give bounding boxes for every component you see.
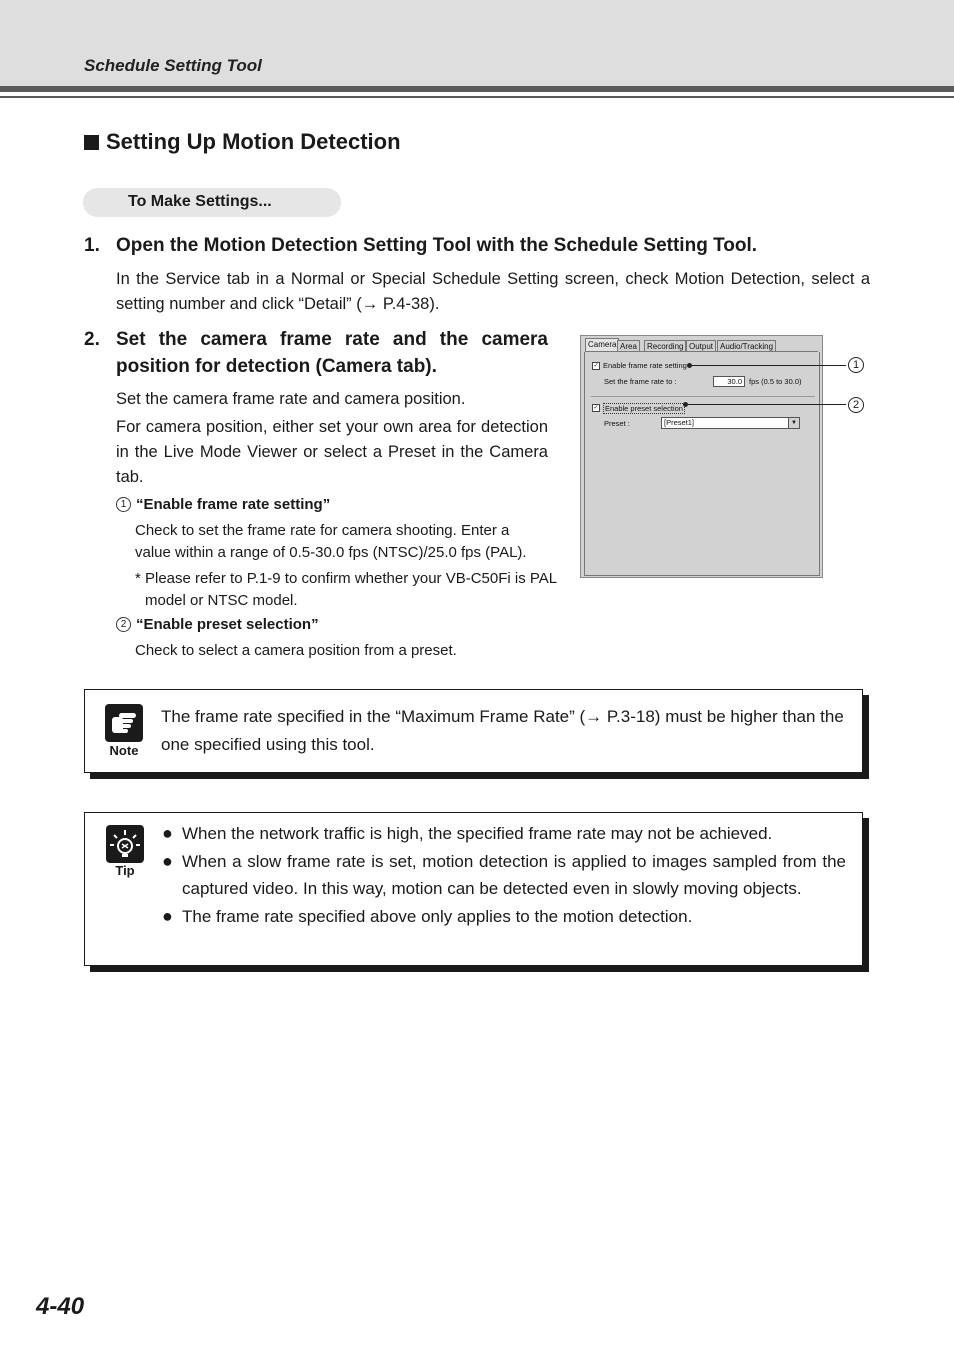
callout-2-line: [686, 404, 846, 405]
enable-frame-rate-label: Enable frame rate setting: [603, 361, 687, 370]
note-caption: Note: [109, 743, 139, 758]
procedure-pill-label: To Make Settings...: [128, 193, 272, 210]
callout-1-marker: 1: [848, 357, 864, 373]
tip-item-text: When a slow frame rate is set, motion detection is applied to images sampled from the captured video. In this way, motion can be detected even in slowly moving objects.: [182, 851, 846, 898]
item-2-title: “Enable preset selection”: [136, 616, 319, 633]
frame-rate-input[interactable]: 30.0: [713, 376, 745, 387]
hand-pointer-icon: [105, 704, 143, 742]
camera-tab-screenshot: [580, 335, 823, 578]
tip-list: [162, 820, 846, 930]
set-frame-rate-label: Set the frame rate to :: [604, 377, 677, 386]
tab-recording[interactable]: Recording: [644, 340, 686, 352]
chevron-down-icon[interactable]: ▼: [788, 418, 799, 428]
tab-area[interactable]: Area: [617, 340, 640, 352]
step-2-number: 2.: [84, 329, 100, 350]
step-2-body-1: Set the camera frame rate and camera position.: [116, 390, 466, 408]
header-rule-thin: [0, 96, 954, 98]
page-number: 4-40: [36, 1293, 85, 1320]
tip-item: [162, 820, 846, 848]
preset-dropdown[interactable]: [661, 417, 800, 429]
item-2-heading: [116, 616, 319, 633]
item-1-note: * Please refer to P.1-9 to confirm whether your VB-C50Fi is PAL model or NTSC model.: [135, 570, 557, 609]
bullet-icon: ●: [162, 823, 173, 843]
tip-item: [162, 903, 846, 931]
lightbulb-icon: [106, 825, 144, 863]
tip-item-text: The frame rate specified above only applies to the motion detection.: [182, 906, 693, 926]
tab-audio-tracking[interactable]: Audio/Tracking: [717, 340, 776, 352]
tip-item: [162, 848, 846, 903]
preset-dropdown-value: [Preset1]: [664, 418, 695, 427]
callout-2-marker: 2: [848, 397, 864, 413]
enable-preset-label: Enable preset selection: [605, 404, 683, 413]
preset-label: Preset :: [604, 419, 630, 428]
tab-output[interactable]: Output: [686, 340, 716, 352]
step-1-body: In the Service tab in a Normal or Special Schedule Setting screen, check Motion Detection, select a setting number and click “Detail” (→ P.4-38).: [116, 270, 870, 313]
step-2-body-2: For camera position, either set your own area for detection in the Live Mode Viewer or select a Preset in the Camera tab.: [116, 418, 548, 486]
item-2-description: Check to select a camera position from a preset.: [135, 642, 457, 659]
tip-bulb-icon: [106, 825, 144, 863]
item-1-title: “Enable frame rate setting”: [136, 496, 331, 513]
callout-1-line: [690, 365, 846, 366]
item-1-description: Check to set the frame rate for camera shooting. Enter a value within a range of 0.5-30.0 fps (NTSC)/25.0 fps (PAL).: [135, 522, 527, 561]
step-1-number: 1.: [84, 235, 100, 256]
step-2-title: Set the camera frame rate and the camera position for detection (Camera tab).: [116, 329, 548, 377]
tip-item-text: When the network traffic is high, the specified frame rate may not be achieved.: [182, 824, 773, 843]
note-text: The frame rate specified in the “Maximum Frame Rate” (→ P.3-18) must be higher than the one specified using this tool.: [161, 707, 844, 754]
section-title: [84, 129, 401, 155]
item-1-heading: [116, 496, 330, 513]
tip-caption: Tip: [115, 863, 135, 878]
bullet-icon: ●: [162, 850, 173, 871]
step-1-title: Open the Motion Detection Setting Tool with the Schedule Setting Tool.: [116, 235, 758, 256]
running-header: Schedule Setting Tool: [84, 56, 262, 75]
circled-number-1: 1: [116, 497, 131, 512]
note-hand-icon: [105, 704, 143, 742]
header-rule: [0, 86, 954, 92]
circled-number-2: 2: [116, 617, 131, 632]
enable-preset-checkbox[interactable]: ✓: [593, 405, 599, 411]
section-title-text: Setting Up Motion Detection: [106, 129, 401, 154]
bullet-icon: ●: [162, 905, 173, 926]
enable-frame-rate-checkbox[interactable]: ✓: [593, 363, 599, 369]
dialog-separator: [591, 396, 815, 397]
square-bullet-icon: [84, 135, 99, 150]
frame-rate-unit: fps (0.5 to 30.0): [749, 377, 802, 386]
tab-camera[interactable]: Camera: [585, 338, 619, 352]
